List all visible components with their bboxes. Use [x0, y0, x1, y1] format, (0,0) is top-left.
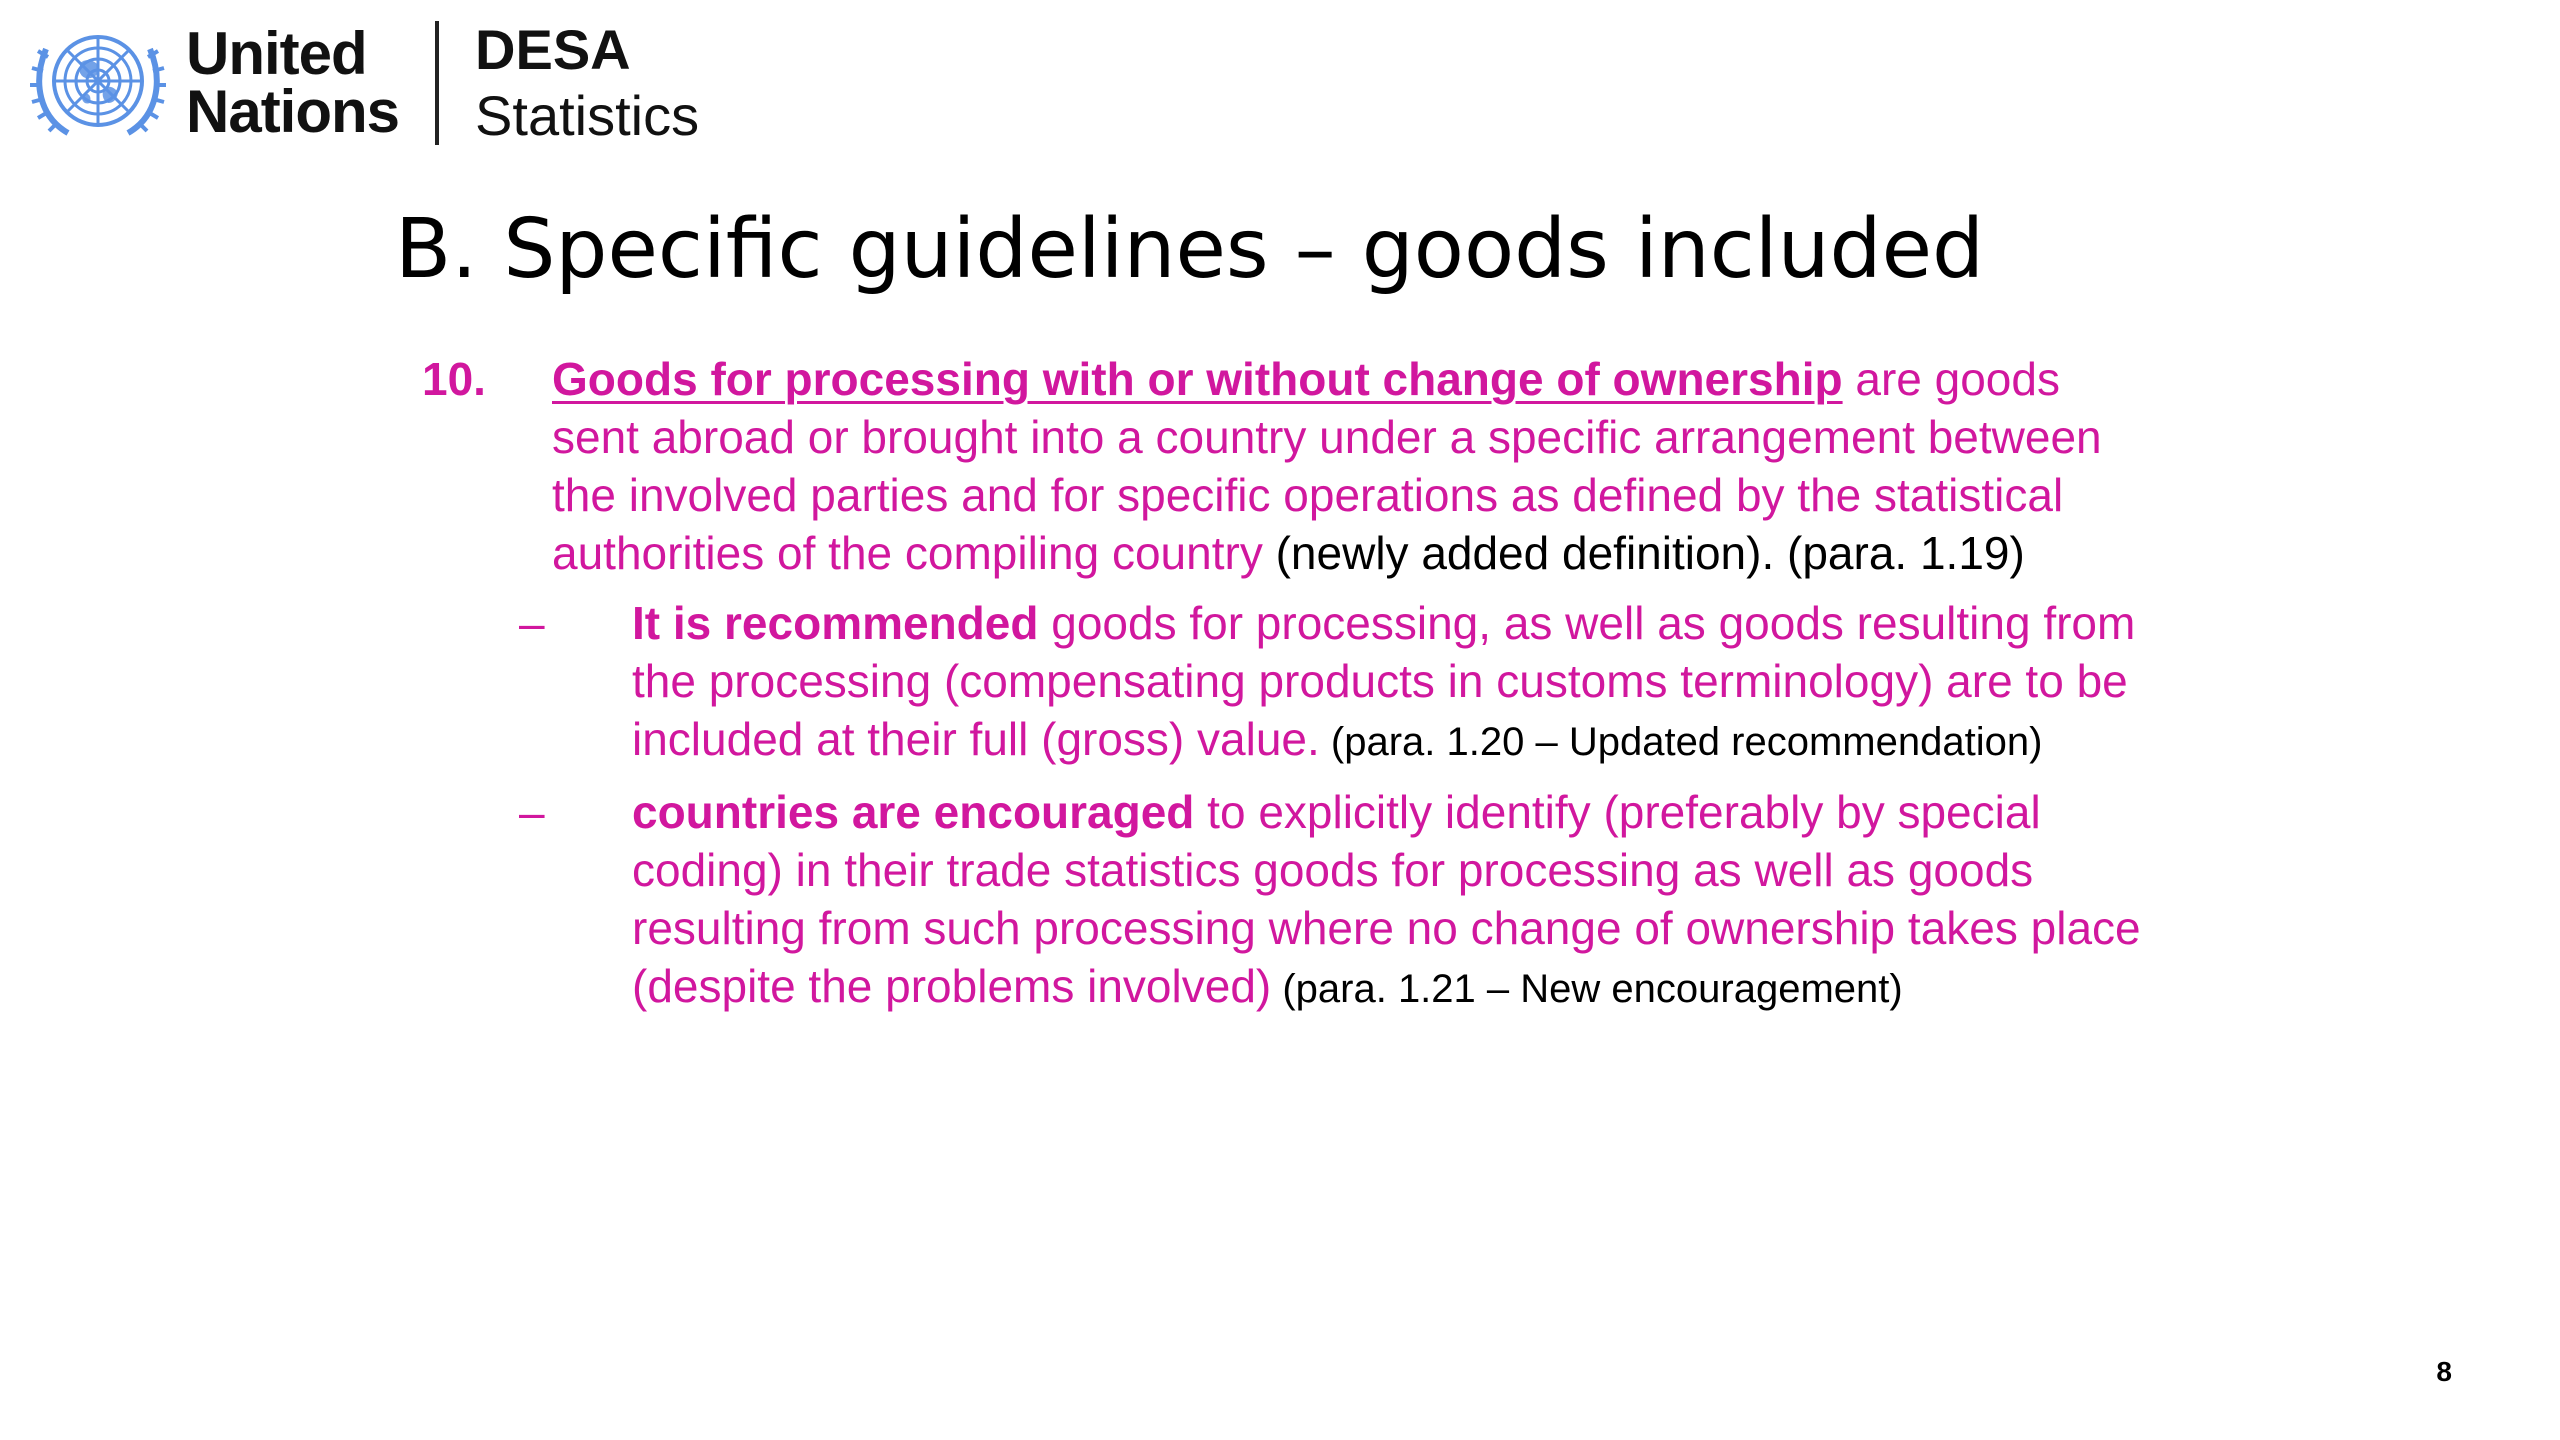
dept-line2: Statistics [475, 84, 700, 147]
un-wordmark [186, 20, 400, 145]
item-note: (newly added definition). (para. 1.19) [1262, 527, 2025, 579]
slide-content [422, 350, 2142, 1030]
header-logo [28, 18, 699, 148]
item-term: Goods for processing with or without change of ownership [552, 353, 1843, 405]
item-body [552, 350, 2142, 582]
sub-item-lead: It is recommended [632, 597, 1039, 649]
sub-list [422, 594, 2142, 1018]
list-item-main [422, 350, 2142, 582]
sub-item-body [632, 783, 2142, 1018]
org-line2: Nations [186, 78, 400, 145]
slide-title: B. Specific guidelines – goods included [395, 202, 1985, 297]
item-definition: are goods sent abroad or brought into a country under a specific arrangement between the involved parties and for specific operations as defined by the statistical authorities of the compiling country [552, 353, 2102, 579]
sub-item-ref: (para. 1.21 – New encouragement) [1271, 967, 1903, 1011]
dept-line1: DESA [475, 18, 631, 81]
dash-bullet: – [519, 597, 545, 649]
list-item [519, 594, 2142, 771]
dash-bullet: – [519, 786, 545, 838]
page-number: 8 [2436, 1356, 2452, 1387]
sub-item-text: goods for processing, as well as goods resulting from the processing (compensating products in customs terminology) are to be included at their full (gross) value. [632, 597, 2136, 765]
org-line1: United [186, 20, 367, 87]
logo-divider [435, 21, 439, 145]
sub-item-lead: countries are encouraged [632, 786, 1195, 838]
list-item [519, 783, 2142, 1018]
sub-item-ref: (para. 1.20 – Updated recommendation) [1319, 720, 2043, 764]
item-number: 10. [422, 353, 486, 405]
un-emblem-icon [28, 21, 168, 145]
desa-wordmark [475, 17, 699, 149]
sub-item-text: to explicitly identify (preferably by special coding) in their trade statistics goods for processing as well as goods resulting from such processing where no change of ownership takes place (despite the problems involved) [632, 786, 2141, 1012]
sub-item-body [632, 594, 2142, 771]
